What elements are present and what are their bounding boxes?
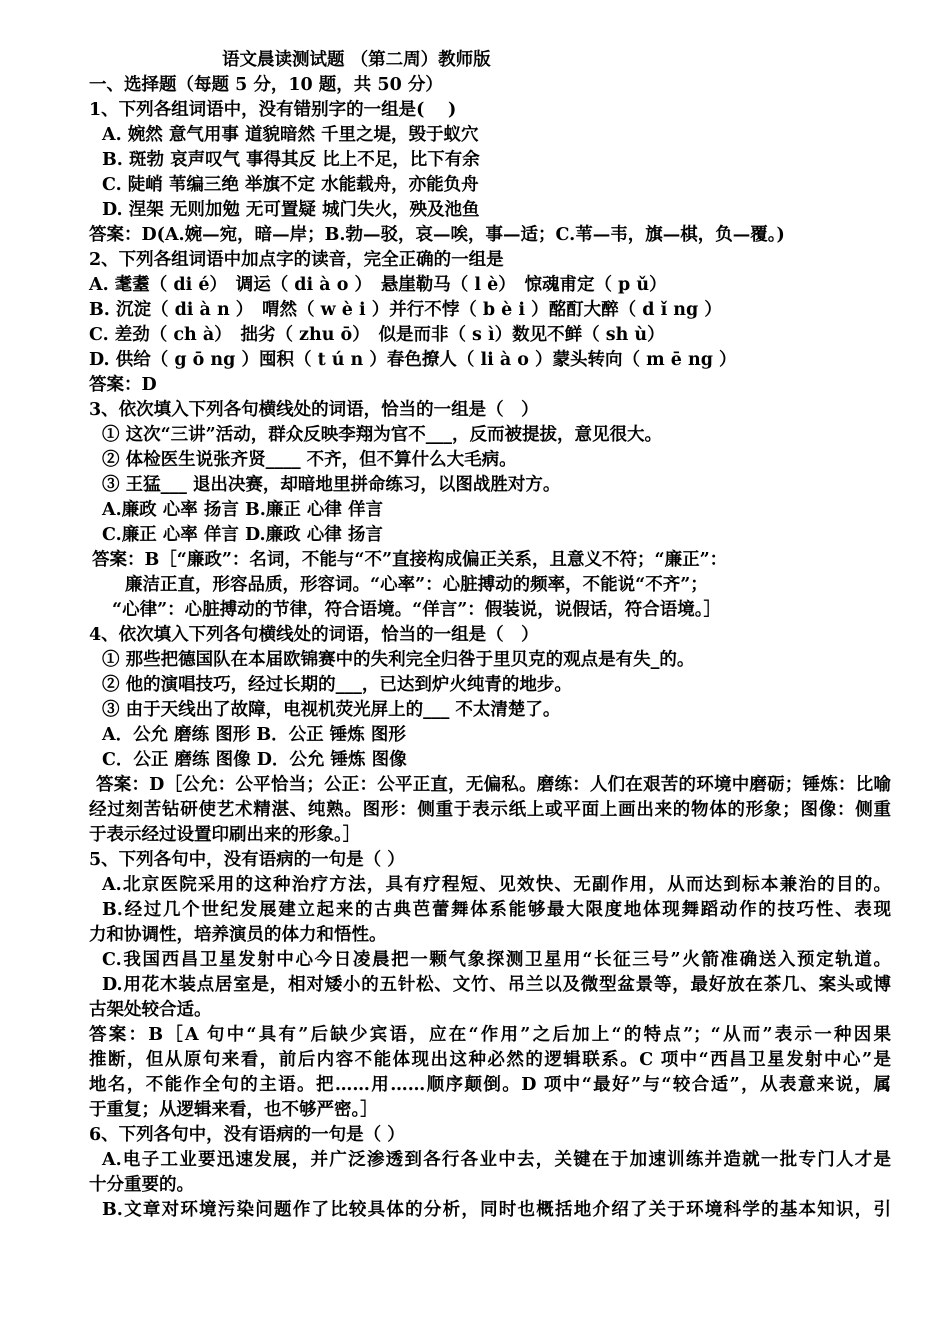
question-2-stem: 2、下列各组词语中加点字的读音，完全正确的一组是: [89, 250, 504, 270]
question-1-option-c: C. 陡峭 苇编三绝 举旗不定 水能载舟，亦能负舟: [102, 175, 479, 195]
question-2-answer: 答案：D: [89, 375, 157, 395]
question-6-stem: 6、下列各句中，没有语病的一句是（ ）: [89, 1125, 405, 1145]
question-3-answer-line-2: 廉洁正直，形容品质，形容词。“心率”：心脏搏动的频率，不能说“不齐”；: [125, 575, 708, 595]
question-5-option-c: C.我国西昌卫星发射中心今日凌晨把一颗气象探测卫星用“长征三号”火箭准确送入预定轨道。: [102, 950, 891, 970]
question-6-option-a-line-1: A.电子工业要迅速发展，并广泛渗透到各行各业中去，关键在于加速训练并造就一批专门人才是: [102, 1150, 891, 1170]
question-4-sentence-2: ② 他的演唱技巧，经过长期的___，已达到炉火纯青的地步。: [102, 675, 572, 695]
question-6-option-b-line-1: B.文章对环境污染问题作了比较具体的分析，同时也概括地介绍了关于环境科学的基本知识，引: [102, 1200, 891, 1220]
question-4-sentence-1: ① 那些把德国队在本届欧锦赛中的失利完全归咎于里贝克的观点是有失_的。: [102, 650, 695, 670]
question-1-option-b: B. 斑勃 哀声叹气 事得其反 比上不足，比下有余: [102, 150, 480, 170]
question-3-sentence-1: ① 这次“三讲”活动，群众反映李翔为官不___，反而被提拔，意见很大。: [102, 425, 662, 445]
question-4-sentence-3: ③ 由于天线出了故障，电视机荧光屏上的___ 不太清楚了。: [102, 700, 561, 720]
question-3-answer-line-3: “心律”：心脏搏动的节律，符合语境。“佯言”：假装说，说假话，符合语境。］: [112, 600, 722, 620]
question-3-sentence-2: ② 体检医生说张齐贤____ 不齐，但不算什么大毛病。: [102, 450, 517, 470]
question-4-answer-line-2: 经过刻苦钻研使艺术精湛、纯熟。图形：侧重于表示纸上或平面上画出来的物体的形象；图像：侧重: [89, 800, 891, 820]
question-3-stem: 3、依次填入下列各句横线处的词语，恰当的一组是（ ）: [89, 400, 539, 420]
question-2-option-c: C. 差劲（ ch à） 拙劣（ zhu ō） 似是而非（ s ì）数见不鲜（ sh ù）: [89, 325, 665, 345]
page-title: 语文晨读测试题 （第二周）教师版: [222, 50, 491, 70]
question-3-options-cd: C.廉正 心率 佯言 D.廉政 心律 扬言: [102, 525, 383, 545]
question-5-answer-line-2: 推断，但从原句来看，前后内容不能体现出这种必然的逻辑联系。C 项中“西昌卫星发射中心”是: [89, 1050, 891, 1070]
question-5-answer-line-3: 地名，不能作全句的主语。把……用……顺序颠倒。D 项中“最好”与“较合适”，从表意来说，属: [89, 1075, 891, 1095]
question-1-option-a: A. 婉然 意气用事 道貌暗然 千里之堤，毁于蚁穴: [102, 125, 479, 145]
section-heading: 一、选择题（每题 5 分，10 题，共 50 分）: [89, 75, 443, 95]
question-1-option-d: D. 涅架 无则加勉 无可置疑 城门失火，殃及池鱼: [102, 200, 480, 220]
question-5-answer-line-4: 于重复；从逻辑来看，也不够严密。］: [89, 1100, 378, 1120]
question-4-answer-line-1: 答案：D［公允：公平恰当；公正：公平正直，无偏私。磨练：人们在艰苦的环境中磨砺；锤炼：比喻: [96, 775, 891, 795]
question-3-options-ab: A.廉政 心率 扬言 B.廉正 心律 佯言: [102, 500, 384, 520]
question-5-option-b-line-2: 力和协调性，培养演员的体力和悟性。: [89, 925, 387, 945]
question-4-options-cd: C．公正 磨练 图像 D．公允 锤炼 图像: [102, 750, 407, 770]
question-2-option-b: B. 沉淀（ di à n ） 喟然（ w è i ）并行不悖（ b è i ）酩酊大醉（ d ǐ ng ）: [89, 300, 722, 320]
question-5-option-a: A.北京医院采用的这种治疗方法，具有疗程短、见效快、无副作用，从而达到标本兼治的目的。: [102, 875, 891, 895]
question-3-sentence-3: ③ 王猛___ 退出决赛，却暗地里拼命练习，以图战胜对方。: [102, 475, 561, 495]
question-5-answer-line-1: 答案：B［A 句中“具有”后缺少宾语，应在“作用”之后加上“的特点”；“从而”表示一种因果: [89, 1025, 891, 1045]
question-4-options-ab: A．公允 磨练 图形 B．公正 锤炼 图形: [102, 725, 406, 745]
question-6-option-a-line-2: 十分重要的。: [89, 1175, 194, 1195]
question-3-answer-line-1: 答案：B［“廉政”：名词，不能与“不”直接构成偏正关系，且意义不符；“廉正”：: [92, 550, 728, 570]
question-4-stem: 4、依次填入下列各句横线处的词语，恰当的一组是（ ）: [89, 625, 539, 645]
question-1-stem: 1、下列各组词语中，没有错别字的一组是( ): [89, 100, 457, 120]
question-4-answer-line-3: 于表示经过设置印刷出来的形象。］: [89, 825, 361, 845]
question-5-stem: 5、下列各句中，没有语病的一句是（ ）: [89, 850, 405, 870]
question-5-option-d-line-2: 古架处较合适。: [89, 1000, 212, 1020]
question-1-answer: 答案：D(A.婉—宛，暗—岸；B.勃—驳，哀—唉，事—适；C.苇—韦，旗—棋，负—覆。): [89, 225, 785, 245]
question-5-option-b-line-1: B.经过几个世纪发展建立起来的古典芭蕾舞体系能够最大限度地体现舞蹈动作的技巧性、表现: [102, 900, 891, 920]
question-2-option-a: A. 耄耋（ di é） 调运（ di à o ） 悬崖勒马（ l è） 惊魂甫定（ p ǔ）: [89, 275, 667, 295]
question-2-option-d: D. 供给（ g ō ng ）囤积（ t ú n ）春色撩人（ li à o ）蒙头转向（ m ē ng ）: [89, 350, 737, 370]
question-5-option-d-line-1: D.用花木装点居室是，相对矮小的五针松、文竹、吊兰以及微型盆景等，最好放在茶几、案头或博: [102, 975, 891, 995]
